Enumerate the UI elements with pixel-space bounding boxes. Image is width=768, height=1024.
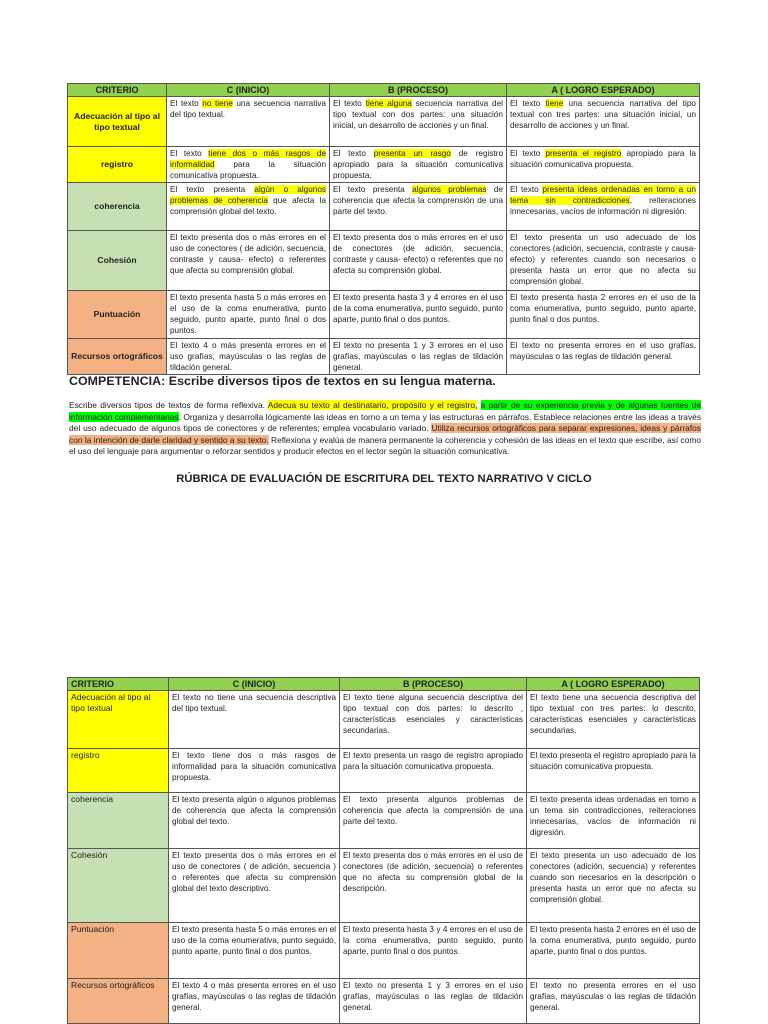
- criterio-cell: coherencia: [68, 793, 169, 849]
- level-c-cell: El texto 4 o más presenta errores en el uso grafías, mayúsculas o las reglas de tildación general.: [169, 979, 340, 1024]
- level-b-cell: El texto presenta hasta 3 y 4 errores en el uso de la coma enumerativa, punto seguido, punto aparte, punto final o dos puntos.: [330, 291, 507, 339]
- criterio-cell: Adecuación al tipo al tipo textual: [68, 691, 169, 749]
- competencia-description: Escribe diversos tipos de textos de forma reflexiva. Adecua su texto al destinatario, propósito y el registro, a partir de su experiencia previa y de algunas fuentes de información complementarias. Organiza y desarrolla lógicamente las ideas en torno a un tema y las estructuras en párrafos. Establece relaciones entre las ideas a través del uso adecuado de algunos tipos de conectores y de referentes; emplea vocabulario variado. Utiliza recursos ortográficos para separar expresiones, ideas y párrafos con la intención de darle claridad y sentido a su texto. Reflexiona y evalúa de manera permanente la coherencia y cohesión de las ideas en el texto que escribe, así como el uso del lenguaje para argumentar o reforzar sentidos y producir efectos en el lector según la situación comunicativa.: [69, 400, 702, 456]
- level-a-cell: El texto presenta hasta 2 errores en el uso de la coma enumerativa, punto seguido, punto aparte, punto final o dos puntos.: [527, 923, 700, 979]
- criterio-cell: Cohesión: [68, 849, 169, 923]
- table-row: [68, 691, 700, 749]
- level-b-cell: El texto no presenta 1 y 3 errores en el uso grafías, mayúsculas o las reglas de tildación general.: [330, 339, 507, 375]
- rubric-table-descriptive: [67, 677, 700, 1024]
- header-criterio: CRITERIO: [68, 678, 169, 691]
- level-a-cell: El texto presenta ideas ordenadas en torno a un tema sin contradicciones, reiteraciones innecesarias, vacíos de información ni digresión.: [507, 183, 700, 231]
- table-row: [68, 147, 700, 183]
- level-a-cell: El texto tiene una secuencia descriptiva del tipo textual con tres partes: lo descrito, características esenciales y características secundarias.: [527, 691, 700, 749]
- criterio-cell: Cohesión: [68, 231, 167, 291]
- table-row: [68, 97, 700, 147]
- table-row: [68, 339, 700, 375]
- highlighted-text: algunos problemas: [412, 185, 487, 194]
- level-a-cell: El texto no presenta errores en el uso grafías, mayúsculas o las reglas de tildación general.: [527, 979, 700, 1024]
- highlighted-text: tiene alguna: [365, 99, 412, 108]
- highlighted-text: presenta un rasgo: [373, 149, 451, 158]
- header-c-inicio: C (INICIO): [169, 678, 340, 691]
- header-criterio: CRITERIO: [68, 84, 167, 97]
- highlighted-text: Utiliza recursos ortográficos para separar expresiones, ideas y párrafos con la intención de darle claridad y sentido a su texto.: [69, 423, 701, 445]
- level-a-cell: El texto presenta ideas ordenadas en torno a un tema sin contradicciones, reiteraciones innecesarias, vacíos de información ni digresión.: [527, 793, 700, 849]
- level-b-cell: El texto presenta un rasgo de registro apropiado para la situación comunicativa propuesta.: [330, 147, 507, 183]
- table-row: [68, 923, 700, 979]
- criterio-cell: Puntuación: [68, 291, 167, 339]
- criterio-cell: registro: [68, 749, 169, 793]
- header-a-logro: A ( LOGRO ESPERADO): [527, 678, 700, 691]
- level-a-cell: El texto presenta el registro apropiado para la situación comunicativa propuesta.: [527, 749, 700, 793]
- table-row: [68, 793, 700, 849]
- level-b-cell: El texto presenta dos o más errores en el uso de conectores (de adición, secuencia) o referentes que no afecta su comprensión global de la descripción.: [340, 849, 527, 923]
- level-c-cell: El texto presenta hasta 5 o más errores en el uso de la coma enumerativa, punto seguido, punto aparte, punto final o dos puntos.: [169, 923, 340, 979]
- table-row: [68, 849, 700, 923]
- highlighted-text: presenta ideas ordenadas en torno a un tema sin contradicciones: [510, 185, 696, 205]
- level-c-cell: El texto presenta algún o algunos problemas de coherencia que afecta la comprensión global del texto.: [167, 183, 330, 231]
- level-b-cell: El texto tiene alguna secuencia descriptiva del tipo textual con dos partes: lo descrito , características esenciales y características secundarias.: [340, 691, 527, 749]
- highlighted-text: tiene: [545, 99, 564, 108]
- criterio-cell: Adecuación al tipo al tipo textual: [68, 97, 167, 147]
- table-row: [68, 979, 700, 1024]
- level-c-cell: El texto no tiene una secuencia narrativa del tipo textual.: [167, 97, 330, 147]
- header-b-proceso: B (PROCESO): [330, 84, 507, 97]
- level-c-cell: El texto presenta algún o algunos problemas de coherencia que afecta la comprensión global del texto.: [169, 793, 340, 849]
- level-b-cell: El texto presenta dos o más errores en el uso de conectores (de adición, secuencia, contraste y causa- efecto) o referentes que no afecta su comprensión global.: [330, 231, 507, 291]
- level-a-cell: El texto presenta un uso adecuado de los conectores (adición, secuencia, contraste y causa- efecto) y referentes cuando son necesarios o presenta hasta un error que no afecta su comprensión global.: [507, 231, 700, 291]
- highlighted-text: tiene dos o más rasgos de informalidad: [170, 149, 326, 169]
- highlighted-text: Adecua su texto al destinatario, propósito y el registro,: [267, 400, 478, 410]
- level-a-cell: El texto presenta un uso adecuado de los conectores (adición, secuencia) y referentes cuando son necesarios en la descripción o presenta hasta un error que no afecta su comprensión global.: [527, 849, 700, 923]
- header-c-inicio: C (INICIO): [167, 84, 330, 97]
- table-row: [68, 291, 700, 339]
- level-b-cell: El texto presenta hasta 3 y 4 errores en el uso de la coma enumerativa, punto seguido, punto aparte, punto final o dos puntos.: [340, 923, 527, 979]
- table-row: [68, 183, 700, 231]
- level-b-cell: El texto tiene alguna secuencia narrativa del tipo textual con dos partes: una situación inicial, un desarrollo de acciones y un final.: [330, 97, 507, 147]
- header-a-logro: A ( LOGRO ESPERADO): [507, 84, 700, 97]
- criterio-cell: Recursos ortográficos: [68, 979, 169, 1024]
- table-row: [68, 749, 700, 793]
- highlighted-text: no tiene: [202, 99, 233, 108]
- criterio-cell: Puntuación: [68, 923, 169, 979]
- level-a-cell: El texto presenta el registro apropiado para la situación comunicativa propuesta.: [507, 147, 700, 183]
- level-a-cell: El texto presenta hasta 2 errores en el uso de la coma enumerativa, punto seguido, punto aparte, punto final o dos puntos.: [507, 291, 700, 339]
- level-c-cell: El texto no tiene una secuencia descriptiva del tipo textual.: [169, 691, 340, 749]
- highlighted-text: presenta el registro: [545, 149, 622, 158]
- level-b-cell: El texto presenta un rasgo de registro apropiado para la situación comunicativa propuesta.: [340, 749, 527, 793]
- criterio-cell: coherencia: [68, 183, 167, 231]
- level-c-cell: El texto presenta dos o más errores en el uso de conectores ( de adición, secuencia, contraste y causa- efecto) o referentes que afecta su comprensión global.: [167, 231, 330, 291]
- highlighted-text: a partir de su experiencia previa y de algunas fuentes de información complementarias: [69, 400, 701, 422]
- level-b-cell: El texto no presenta 1 y 3 errores en el uso grafías, mayúsculas o las reglas de tildación general.: [340, 979, 527, 1024]
- criterio-cell: registro: [68, 147, 167, 183]
- table-row: [68, 231, 700, 291]
- level-c-cell: El texto presenta dos o más errores en el uso de conectores ( de adición, secuencia ) o referentes que afecta su comprensión global del texto descriptivo.: [169, 849, 340, 923]
- level-a-cell: El texto no presenta errores en el uso grafías, mayúsculas o las reglas de tildación general.: [507, 339, 700, 375]
- criterio-cell: Recursos ortográficos: [68, 339, 167, 375]
- level-c-cell: El texto tiene dos o más rasgos de informalidad para la situación comunicativa propuesta.: [167, 147, 330, 183]
- header-b-proceso: B (PROCESO): [340, 678, 527, 691]
- highlighted-text: algún o algunos problemas de coherencia: [170, 185, 326, 205]
- rubric-table-narrative: [67, 83, 700, 375]
- level-a-cell: El texto tiene una secuencia narrativa del tipo textual con tres partes: una situación inicial, un desarrollo de acciones y un final.: [507, 97, 700, 147]
- level-c-cell: El texto presenta hasta 5 o más errores en el uso de la coma enumerativa, punto seguido, punto aparte, punto final o dos puntos.: [167, 291, 330, 339]
- level-c-cell: El texto tiene dos o más rasgos de informalidad para la situación comunicativa propuesta.: [169, 749, 340, 793]
- rubrica-title: RÚBRICA DE EVALUACIÓN DE ESCRITURA DEL TEXTO NARRATIVO V CICLO: [176, 473, 592, 485]
- level-b-cell: El texto presenta algunos problemas de coherencia que afecta la comprensión de una parte del texto.: [330, 183, 507, 231]
- competencia-heading: COMPETENCIA: Escribe diversos tipos de textos en su lengua materna.: [69, 374, 496, 388]
- level-c-cell: El texto 4 o más presenta errores en el uso grafías, mayúsculas o las reglas de tildación general.: [167, 339, 330, 375]
- level-b-cell: El texto presenta algunos problemas de coherencia que afecta la comprensión de una parte del texto.: [340, 793, 527, 849]
